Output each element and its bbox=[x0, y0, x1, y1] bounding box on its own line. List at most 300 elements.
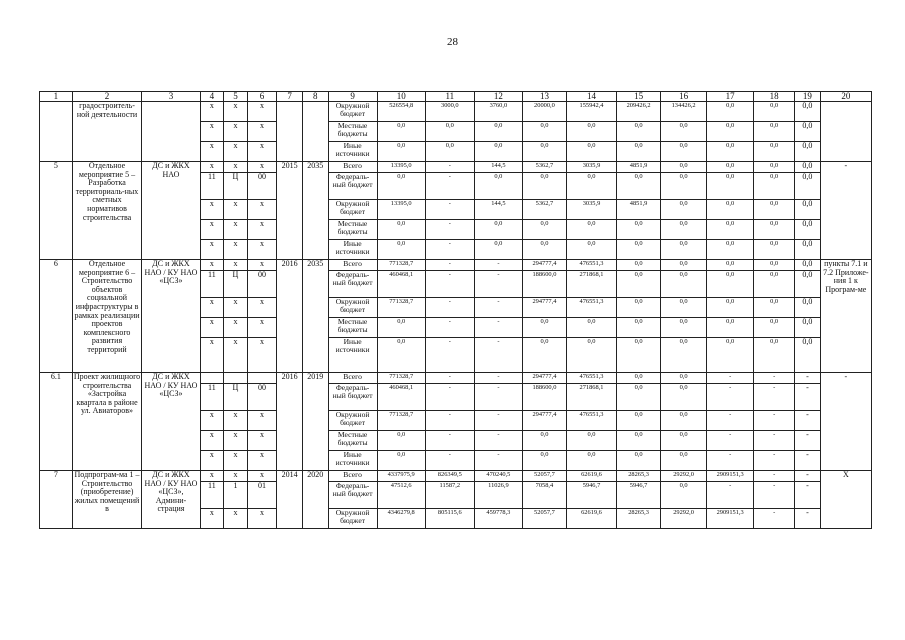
funding-source-cell: Окружной бюджет bbox=[328, 509, 377, 529]
amount-cell: - bbox=[754, 373, 795, 384]
amount-cell: 11587,2 bbox=[425, 482, 474, 509]
amount-cell: 0,0 bbox=[754, 200, 795, 220]
amount-cell: - bbox=[474, 318, 522, 338]
amount-cell: 0,0 bbox=[566, 220, 616, 240]
amount-cell: 771328,7 bbox=[377, 298, 425, 318]
amount-cell: 771328,7 bbox=[377, 373, 425, 384]
amount-cell: - bbox=[474, 271, 522, 298]
code-cell: х bbox=[247, 509, 277, 529]
amount-cell: 0,0 bbox=[754, 338, 795, 373]
row-number-cell bbox=[40, 102, 73, 162]
amount-cell: 188600,0 bbox=[522, 271, 566, 298]
amount-cell: - bbox=[425, 411, 474, 431]
amount-cell: 294777,4 bbox=[522, 260, 566, 271]
amount-cell: 0,0 bbox=[754, 142, 795, 162]
amount-cell: 0,0 bbox=[566, 122, 616, 142]
amount-cell: 294777,4 bbox=[522, 411, 566, 431]
code-cell: х bbox=[247, 431, 277, 451]
executor-cell: ДС и ЖКХ НАО / КУ НАО «ЦСЗ», Админи-страция bbox=[142, 471, 200, 529]
amount-cell: 0,0 bbox=[425, 142, 474, 162]
amount-cell: - bbox=[425, 318, 474, 338]
amount-cell: - bbox=[707, 482, 754, 509]
amount-cell: 0,0 bbox=[522, 220, 566, 240]
funding-source-cell: Всего bbox=[328, 373, 377, 384]
funding-source-cell: Местные бюджеты bbox=[328, 122, 377, 142]
code-cell bbox=[224, 373, 248, 384]
column-header: 2 bbox=[72, 92, 142, 102]
amount-cell: 0,0 bbox=[425, 122, 474, 142]
amount-cell: 0,0 bbox=[661, 431, 707, 451]
amount-cell: 13395,0 bbox=[377, 162, 425, 173]
amount-cell: - bbox=[425, 338, 474, 373]
row-number-cell: 6 bbox=[40, 260, 73, 373]
amount-cell: 0,0 bbox=[661, 298, 707, 318]
amount-cell: 134426,2 bbox=[661, 102, 707, 122]
amount-cell: - bbox=[425, 298, 474, 318]
amount-cell: 188600,0 bbox=[522, 384, 566, 411]
amount-cell: 5362,7 bbox=[522, 162, 566, 173]
code-cell: х bbox=[224, 471, 248, 482]
amount-cell: 0,0 bbox=[522, 122, 566, 142]
amount-cell: 476551,3 bbox=[566, 298, 616, 318]
amount-cell: 0,0 bbox=[795, 162, 821, 173]
amount-cell: 0,0 bbox=[522, 318, 566, 338]
amount-cell: 3760,0 bbox=[474, 102, 522, 122]
amount-cell: - bbox=[474, 431, 522, 451]
amount-cell: - bbox=[754, 411, 795, 431]
code-cell: х bbox=[247, 200, 277, 220]
column-header: 13 bbox=[522, 92, 566, 102]
amount-cell: 28265,3 bbox=[617, 471, 661, 482]
amount-cell: 0,0 bbox=[754, 298, 795, 318]
amount-cell: 0,0 bbox=[795, 102, 821, 122]
funding-source-cell: Всего bbox=[328, 260, 377, 271]
amount-cell: 0,0 bbox=[617, 431, 661, 451]
row-number-cell: 5 bbox=[40, 162, 73, 260]
table-row bbox=[40, 471, 872, 482]
code-cell: Ц bbox=[224, 384, 248, 411]
amount-cell: - bbox=[474, 384, 522, 411]
amount-cell: - bbox=[707, 451, 754, 471]
code-cell: х bbox=[247, 411, 277, 431]
code-cell: х bbox=[224, 338, 248, 373]
amount-cell: 0,0 bbox=[566, 338, 616, 373]
column-header: 20 bbox=[820, 92, 871, 102]
column-header: 16 bbox=[661, 92, 707, 102]
code-cell: х bbox=[224, 122, 248, 142]
amount-cell: 4851,9 bbox=[617, 162, 661, 173]
amount-cell: 0,0 bbox=[661, 338, 707, 373]
amount-cell: 0,0 bbox=[474, 240, 522, 260]
amount-cell: 0,0 bbox=[661, 384, 707, 411]
measure-name-cell: Отдельное мероприятие 6 – Строительство объектов социальной инфраструктуры в рамках реализации проектов комплексного развития территорий bbox=[72, 260, 142, 373]
amount-cell: 0,0 bbox=[795, 260, 821, 271]
amount-cell: - bbox=[474, 411, 522, 431]
code-cell: х bbox=[200, 298, 224, 318]
amount-cell: 0,0 bbox=[795, 220, 821, 240]
code-cell: х bbox=[247, 102, 277, 122]
amount-cell: 0,0 bbox=[617, 373, 661, 384]
column-header: 9 bbox=[328, 92, 377, 102]
amount-cell: 0,0 bbox=[522, 451, 566, 471]
amount-cell: 28265,3 bbox=[617, 509, 661, 529]
amount-cell: 2909151,3 bbox=[707, 471, 754, 482]
amount-cell: - bbox=[754, 471, 795, 482]
code-cell: 00 bbox=[247, 384, 277, 411]
column-header: 14 bbox=[566, 92, 616, 102]
amount-cell: 476551,3 bbox=[566, 411, 616, 431]
amount-cell: 0,0 bbox=[661, 318, 707, 338]
amount-cell: 0,0 bbox=[377, 220, 425, 240]
code-cell: х bbox=[247, 240, 277, 260]
amount-cell: - bbox=[425, 384, 474, 411]
column-header: 5 bbox=[224, 92, 248, 102]
code-cell: 11 bbox=[200, 482, 224, 509]
column-header: 7 bbox=[277, 92, 303, 102]
amount-cell: - bbox=[425, 162, 474, 173]
amount-cell: 0,0 bbox=[795, 338, 821, 373]
code-cell: х bbox=[200, 102, 224, 122]
amount-cell: 62619,6 bbox=[566, 509, 616, 529]
amount-cell: 0,0 bbox=[795, 298, 821, 318]
code-cell: х bbox=[224, 509, 248, 529]
amount-cell: 771328,7 bbox=[377, 260, 425, 271]
amount-cell: - bbox=[795, 509, 821, 529]
amount-cell: 0,0 bbox=[661, 162, 707, 173]
amount-cell: 52057,7 bbox=[522, 509, 566, 529]
code-cell bbox=[247, 373, 277, 384]
code-cell: х bbox=[200, 220, 224, 240]
amount-cell: 0,0 bbox=[522, 431, 566, 451]
amount-cell: 0,0 bbox=[617, 240, 661, 260]
amount-cell: 209426,2 bbox=[617, 102, 661, 122]
code-cell: х bbox=[247, 338, 277, 373]
column-header: 3 bbox=[142, 92, 200, 102]
amount-cell: 0,0 bbox=[661, 411, 707, 431]
start-year-cell: 2014 bbox=[277, 471, 303, 529]
amount-cell: 771328,7 bbox=[377, 411, 425, 431]
amount-cell: - bbox=[795, 451, 821, 471]
amount-cell: - bbox=[474, 298, 522, 318]
amount-cell: 0,0 bbox=[707, 162, 754, 173]
amount-cell: 0,0 bbox=[795, 240, 821, 260]
amount-cell: - bbox=[474, 451, 522, 471]
code-cell: х bbox=[200, 338, 224, 373]
amount-cell: - bbox=[754, 482, 795, 509]
executor-cell bbox=[142, 102, 200, 162]
amount-cell: 0,0 bbox=[795, 173, 821, 200]
amount-cell: 0,0 bbox=[795, 271, 821, 298]
amount-cell: 0,0 bbox=[617, 122, 661, 142]
amount-cell: - bbox=[425, 271, 474, 298]
end-year-cell: 2020 bbox=[302, 471, 328, 529]
amount-cell: 0,0 bbox=[661, 173, 707, 200]
amount-cell: 294777,4 bbox=[522, 373, 566, 384]
code-cell: 00 bbox=[247, 271, 277, 298]
column-header: 11 bbox=[425, 92, 474, 102]
amount-cell: 0,0 bbox=[707, 102, 754, 122]
amount-cell: - bbox=[425, 200, 474, 220]
header-row bbox=[40, 92, 872, 102]
code-cell: 11 bbox=[200, 271, 224, 298]
code-cell: х bbox=[200, 318, 224, 338]
column-header: 12 bbox=[474, 92, 522, 102]
start-year-cell bbox=[277, 102, 303, 162]
amount-cell: 29292,0 bbox=[661, 509, 707, 529]
amount-cell: 0,0 bbox=[661, 373, 707, 384]
code-cell: х bbox=[247, 142, 277, 162]
amount-cell: 0,0 bbox=[707, 298, 754, 318]
table-row bbox=[40, 260, 872, 271]
code-cell: х bbox=[247, 162, 277, 173]
amount-cell: 0,0 bbox=[617, 142, 661, 162]
amount-cell: 0,0 bbox=[522, 240, 566, 260]
amount-cell: 0,0 bbox=[617, 384, 661, 411]
code-cell: х bbox=[247, 122, 277, 142]
amount-cell: 0,0 bbox=[522, 142, 566, 162]
code-cell: 11 bbox=[200, 173, 224, 200]
amount-cell: 0,0 bbox=[522, 338, 566, 373]
amount-cell: 3000,0 bbox=[425, 102, 474, 122]
amount-cell: 294777,4 bbox=[522, 298, 566, 318]
code-cell: х bbox=[200, 142, 224, 162]
amount-cell: 271868,1 bbox=[566, 271, 616, 298]
row-number-cell: 6.1 bbox=[40, 373, 73, 471]
amount-cell: 0,0 bbox=[754, 220, 795, 240]
amount-cell: 0,0 bbox=[661, 271, 707, 298]
note-cell: Х bbox=[820, 471, 871, 529]
code-cell: х bbox=[224, 298, 248, 318]
column-header: 4 bbox=[200, 92, 224, 102]
amount-cell: - bbox=[795, 373, 821, 384]
amount-cell: 0,0 bbox=[377, 451, 425, 471]
amount-cell: 0,0 bbox=[617, 260, 661, 271]
measure-name-cell: Отдельное мероприятие 5 – Разработка территориаль-ных сметных нормативов строительства bbox=[72, 162, 142, 260]
code-cell: 01 bbox=[247, 482, 277, 509]
amount-cell: 3035,9 bbox=[566, 200, 616, 220]
amount-cell: - bbox=[707, 384, 754, 411]
column-header: 6 bbox=[247, 92, 277, 102]
amount-cell: 805115,6 bbox=[425, 509, 474, 529]
amount-cell: 0,0 bbox=[661, 482, 707, 509]
amount-cell: 0,0 bbox=[754, 240, 795, 260]
amount-cell: 0,0 bbox=[795, 142, 821, 162]
amount-cell: 0,0 bbox=[795, 122, 821, 142]
amount-cell: 0,0 bbox=[377, 318, 425, 338]
column-header: 8 bbox=[302, 92, 328, 102]
code-cell: х bbox=[200, 240, 224, 260]
code-cell: х bbox=[224, 200, 248, 220]
executor-cell: ДС и ЖКХ НАО / КУ НАО «ЦСЗ» bbox=[142, 260, 200, 373]
amount-cell: - bbox=[425, 173, 474, 200]
amount-cell: 144,5 bbox=[474, 200, 522, 220]
amount-cell: 5946,7 bbox=[566, 482, 616, 509]
amount-cell: - bbox=[754, 431, 795, 451]
code-cell: х bbox=[224, 318, 248, 338]
amount-cell: 0,0 bbox=[377, 431, 425, 451]
note-cell: - bbox=[820, 373, 871, 471]
code-cell: х bbox=[247, 471, 277, 482]
amount-cell: - bbox=[795, 471, 821, 482]
amount-cell: 5362,7 bbox=[522, 200, 566, 220]
amount-cell: 2909151,3 bbox=[707, 509, 754, 529]
amount-cell: 0,0 bbox=[754, 173, 795, 200]
code-cell: х bbox=[200, 509, 224, 529]
amount-cell: 0,0 bbox=[377, 142, 425, 162]
code-cell: х bbox=[224, 240, 248, 260]
start-year-cell: 2015 bbox=[277, 162, 303, 260]
amount-cell: 4851,9 bbox=[617, 200, 661, 220]
amount-cell: - bbox=[795, 384, 821, 411]
amount-cell: 0,0 bbox=[754, 122, 795, 142]
amount-cell: - bbox=[754, 384, 795, 411]
measure-name-cell: Проект жилищного строительства «Застройка квартала в районе ул. Авиаторов» bbox=[72, 373, 142, 471]
amount-cell: 0,0 bbox=[617, 271, 661, 298]
column-header: 19 bbox=[795, 92, 821, 102]
amount-cell: - bbox=[754, 451, 795, 471]
funding-source-cell: Местные бюджеты bbox=[328, 220, 377, 240]
amount-cell: 0,0 bbox=[707, 142, 754, 162]
code-cell: х bbox=[247, 318, 277, 338]
funding-source-cell: Иные источники bbox=[328, 451, 377, 471]
amount-cell: - bbox=[425, 240, 474, 260]
code-cell: х bbox=[224, 451, 248, 471]
amount-cell: 0,0 bbox=[707, 200, 754, 220]
funding-source-cell: Местные бюджеты bbox=[328, 318, 377, 338]
measure-name-cell: Подпрограм-ма 1 – Строительство (приобретение) жилых помещений в bbox=[72, 471, 142, 529]
amount-cell: 476551,3 bbox=[566, 373, 616, 384]
code-cell: 11 bbox=[200, 384, 224, 411]
amount-cell: 0,0 bbox=[377, 338, 425, 373]
amount-cell: 0,0 bbox=[566, 173, 616, 200]
amount-cell: - bbox=[795, 482, 821, 509]
amount-cell: 0,0 bbox=[566, 240, 616, 260]
amount-cell: 0,0 bbox=[707, 318, 754, 338]
amount-cell: 0,0 bbox=[474, 122, 522, 142]
end-year-cell: 2019 bbox=[302, 373, 328, 471]
amount-cell: 0,0 bbox=[661, 220, 707, 240]
funding-source-cell: Окружной бюджет bbox=[328, 411, 377, 431]
amount-cell: 476551,3 bbox=[566, 260, 616, 271]
amount-cell: 0,0 bbox=[474, 142, 522, 162]
column-header: 15 bbox=[617, 92, 661, 102]
amount-cell: 0,0 bbox=[377, 173, 425, 200]
amount-cell: 0,0 bbox=[661, 200, 707, 220]
budget-table bbox=[39, 91, 872, 529]
amount-cell: 0,0 bbox=[617, 318, 661, 338]
code-cell: х bbox=[224, 411, 248, 431]
note-cell bbox=[820, 102, 871, 162]
amount-cell: 47512,6 bbox=[377, 482, 425, 509]
amount-cell: 271868,1 bbox=[566, 384, 616, 411]
note-cell: пункты 7.1 и 7.2 Приложе-ния 1 к Програм-ме bbox=[820, 260, 871, 373]
amount-cell: 0,0 bbox=[617, 338, 661, 373]
amount-cell: 0,0 bbox=[754, 271, 795, 298]
amount-cell: 0,0 bbox=[661, 451, 707, 471]
end-year-cell: 2035 bbox=[302, 162, 328, 260]
funding-source-cell: Федераль-ный бюджет bbox=[328, 482, 377, 509]
row-number-cell: 7 bbox=[40, 471, 73, 529]
funding-source-cell: Всего bbox=[328, 471, 377, 482]
code-cell: х bbox=[224, 431, 248, 451]
amount-cell: 29292,0 bbox=[661, 471, 707, 482]
code-cell: х bbox=[247, 220, 277, 240]
amount-cell: 52057,7 bbox=[522, 471, 566, 482]
code-cell: 1 bbox=[224, 482, 248, 509]
page-number: 28 bbox=[447, 36, 458, 48]
funding-source-cell: Иные источники bbox=[328, 240, 377, 260]
amount-cell: 0,0 bbox=[795, 200, 821, 220]
amount-cell: - bbox=[707, 373, 754, 384]
start-year-cell: 2016 bbox=[277, 373, 303, 471]
code-cell: 00 bbox=[247, 173, 277, 200]
table-row bbox=[40, 162, 872, 173]
code-cell: х bbox=[200, 162, 224, 173]
amount-cell: 0,0 bbox=[754, 260, 795, 271]
table-row bbox=[40, 373, 872, 384]
amount-cell: 0,0 bbox=[707, 173, 754, 200]
amount-cell: 0,0 bbox=[661, 260, 707, 271]
code-cell: х bbox=[224, 220, 248, 240]
funding-source-cell: Окружной бюджет bbox=[328, 102, 377, 122]
end-year-cell bbox=[302, 102, 328, 162]
code-cell: х bbox=[200, 411, 224, 431]
code-cell: х bbox=[247, 451, 277, 471]
amount-cell: - bbox=[425, 451, 474, 471]
table-row bbox=[40, 102, 872, 122]
note-cell: - bbox=[820, 162, 871, 260]
amount-cell: 0,0 bbox=[707, 260, 754, 271]
funding-source-cell: Всего bbox=[328, 162, 377, 173]
amount-cell: 0,0 bbox=[707, 271, 754, 298]
code-cell: х bbox=[224, 162, 248, 173]
funding-source-cell: Федераль-ный бюджет bbox=[328, 271, 377, 298]
funding-source-cell: Местные бюджеты bbox=[328, 431, 377, 451]
code-cell: х bbox=[200, 471, 224, 482]
code-cell: х bbox=[247, 298, 277, 318]
code-cell: Ц bbox=[224, 173, 248, 200]
column-header: 17 bbox=[707, 92, 754, 102]
amount-cell: 0,0 bbox=[377, 240, 425, 260]
code-cell: х bbox=[200, 200, 224, 220]
amount-cell: 0,0 bbox=[754, 318, 795, 338]
code-cell: х bbox=[200, 260, 224, 271]
amount-cell: - bbox=[474, 260, 522, 271]
column-header: 1 bbox=[40, 92, 73, 102]
end-year-cell: 2035 bbox=[302, 260, 328, 373]
column-header: 10 bbox=[377, 92, 425, 102]
amount-cell: - bbox=[425, 373, 474, 384]
amount-cell: 13395,0 bbox=[377, 200, 425, 220]
amount-cell: - bbox=[754, 509, 795, 529]
code-cell: х bbox=[200, 451, 224, 471]
amount-cell: 155942,4 bbox=[566, 102, 616, 122]
amount-cell: 0,0 bbox=[617, 411, 661, 431]
amount-cell: 0,0 bbox=[474, 220, 522, 240]
funding-source-cell: Федераль-ный бюджет bbox=[328, 384, 377, 411]
amount-cell: 460468,1 bbox=[377, 271, 425, 298]
code-cell: х bbox=[224, 260, 248, 271]
amount-cell: 11026,9 bbox=[474, 482, 522, 509]
executor-cell: ДС и ЖКХ НАО bbox=[142, 162, 200, 260]
amount-cell: 0,0 bbox=[707, 338, 754, 373]
amount-cell: 0,0 bbox=[566, 431, 616, 451]
amount-cell: 3035,9 bbox=[566, 162, 616, 173]
amount-cell: 470240,5 bbox=[474, 471, 522, 482]
amount-cell: 62619,6 bbox=[566, 471, 616, 482]
amount-cell: 460468,1 bbox=[377, 384, 425, 411]
amount-cell: - bbox=[425, 431, 474, 451]
